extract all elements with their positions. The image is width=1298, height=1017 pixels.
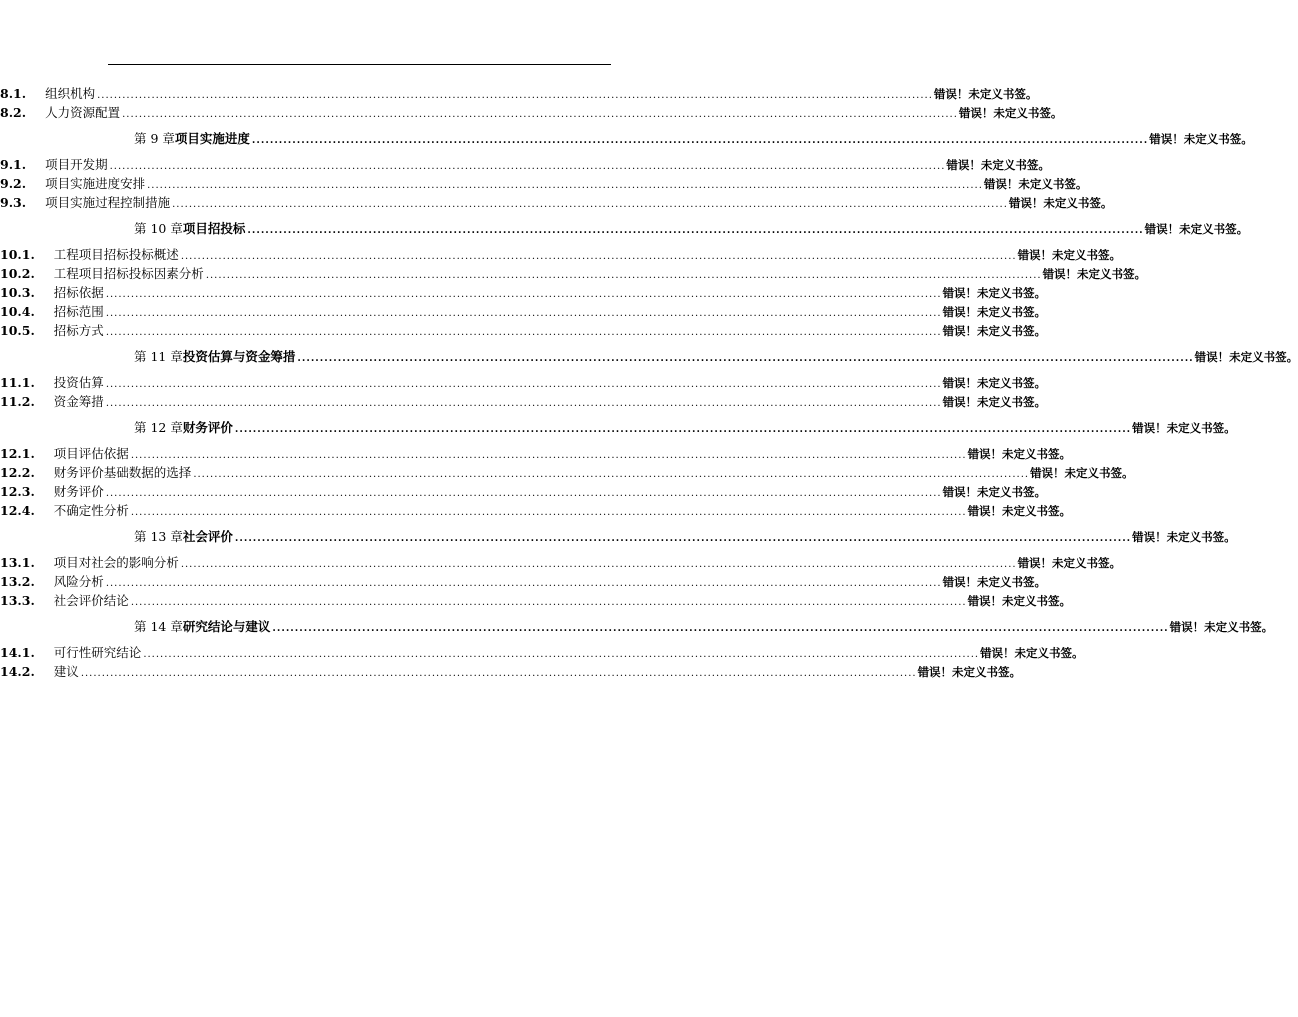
toc-entry-title: 招标方式 — [53, 323, 104, 338]
dot-leader: ........................................................................................................................................................................................................ — [143, 649, 980, 660]
toc-entry-number: 第 14 章 — [134, 619, 183, 634]
dot-leader: ........................................................................................................................................................................................................ — [234, 424, 1132, 435]
toc-entry-title: 风险分析 — [53, 574, 104, 589]
toc-section-entry[interactable] — [0, 501, 1072, 520]
toc-entry-number: 12.4. — [0, 503, 35, 518]
dot-leader: ........................................................................................................................................................................................................ — [172, 199, 1008, 210]
toc-entry-number: 11.1. — [0, 375, 35, 390]
dot-leader: ........................................................................................................................................................................................................ — [105, 398, 942, 409]
dot-leader: ........................................................................................................................................................................................................ — [105, 578, 942, 589]
toc-entry-number: 8.2. — [0, 105, 27, 120]
toc-page-reference: 错误！未定义书签。 — [958, 106, 1063, 120]
toc-page-reference: 错误！未定义书签。 — [967, 504, 1072, 518]
toc-page-reference: 错误！未定义书签。 — [1149, 132, 1253, 146]
toc-page-reference: 错误！未定义书签。 — [1194, 350, 1298, 364]
dot-leader: ........................................................................................................................................................................................................ — [247, 225, 1144, 236]
dot-leader: ........................................................................................................................................................................................................ — [105, 488, 942, 499]
toc-entry-number: 14.1. — [0, 645, 35, 660]
toc-section-entry[interactable] — [0, 662, 1022, 681]
toc-entry-title: 投资估算与资金筹措 — [182, 349, 296, 364]
toc-page-reference: 错误！未定义书签。 — [1132, 421, 1236, 435]
toc-page-reference: 错误！未定义书签。 — [1008, 196, 1113, 210]
toc-entry-number: 9.2. — [0, 176, 27, 191]
dot-leader: ........................................................................................................................................................................................................ — [105, 308, 942, 319]
toc-entry-title: 财务评价基础数据的选择 — [53, 465, 192, 480]
toc-page-reference: 错误！未定义书签。 — [1132, 530, 1236, 544]
toc-page-reference: 错误！未定义书签。 — [942, 575, 1047, 589]
dot-leader: ........................................................................................................................................................................................................ — [272, 623, 1169, 634]
toc-entry-title: 项目实施进度 — [174, 131, 250, 146]
toc-entry-number: 10.2. — [0, 266, 35, 281]
toc-entry-title: 资金筹措 — [53, 394, 104, 409]
toc-section-entry[interactable] — [0, 245, 1122, 264]
toc-entry-title: 建议 — [53, 664, 79, 679]
dot-leader: ........................................................................................................................................................................................................ — [80, 668, 917, 679]
dot-leader: ........................................................................................................................................................................................................ — [251, 135, 1149, 146]
toc-entry-title: 财务评价 — [182, 420, 233, 435]
toc-section-entry[interactable] — [0, 373, 1047, 392]
toc-page-reference: 错误！未定义书签。 — [1144, 222, 1249, 236]
dot-leader: ........................................................................................................................................................................................................ — [105, 327, 942, 338]
dot-leader: ........................................................................................................................................................................................................ — [193, 469, 1030, 480]
toc-page-reference: 错误！未定义书签。 — [967, 594, 1072, 608]
toc-page-reference: 错误！未定义书签。 — [942, 376, 1047, 390]
toc-section-entry[interactable] — [0, 591, 1072, 610]
toc-chapter-entry[interactable] — [0, 219, 1249, 238]
dot-leader: ........................................................................................................................................................................................................ — [122, 109, 958, 120]
toc-section-entry[interactable] — [0, 392, 1047, 411]
toc-entry-number: 12.3. — [0, 484, 35, 499]
dot-leader: ........................................................................................................................................................................................................ — [105, 289, 942, 300]
toc-entry-title: 人力资源配置 — [45, 105, 121, 120]
toc-page-reference: 错误！未定义书签。 — [967, 447, 1072, 461]
toc-entry-title: 项目开发期 — [45, 157, 108, 172]
toc-section-entry[interactable] — [0, 84, 1038, 103]
toc-entry-title: 财务评价 — [53, 484, 104, 499]
toc-page-reference: 错误！未定义书签。 — [1169, 620, 1274, 634]
dot-leader: ........................................................................................................................................................................................................ — [130, 450, 967, 461]
toc-page-reference: 错误！未定义书签。 — [942, 395, 1047, 409]
toc-section-entry[interactable] — [0, 103, 1063, 122]
toc-chapter-entry[interactable] — [0, 129, 1253, 148]
toc-entry-title: 不确定性分析 — [53, 503, 129, 518]
dot-leader: ........................................................................................................................................................................................................ — [130, 507, 967, 518]
toc-chapter-entry[interactable] — [0, 617, 1274, 636]
toc-entry-title: 组织机构 — [45, 86, 96, 101]
toc-section-entry[interactable] — [0, 444, 1072, 463]
toc-entry-title: 工程项目招标投标因素分析 — [53, 266, 204, 281]
toc-entry-number: 第 12 章 — [134, 420, 183, 435]
toc-entry-title: 项目评估依据 — [53, 446, 129, 461]
toc-page-reference: 错误！未定义书签。 — [933, 87, 1038, 101]
dot-leader: ........................................................................................................................................................................................................ — [147, 180, 983, 191]
toc-page-reference: 错误！未定义书签。 — [980, 646, 1084, 660]
toc-section-entry[interactable] — [0, 572, 1047, 591]
toc-section-entry[interactable] — [0, 193, 1113, 212]
toc-page-reference: 错误！未定义书签。 — [1017, 248, 1122, 262]
toc-chapter-entry[interactable] — [0, 527, 1236, 546]
dot-leader: ........................................................................................................................................................................................................ — [109, 161, 946, 172]
toc-entry-number: 9.1. — [0, 157, 27, 172]
toc-entry-title: 社会评价结论 — [53, 593, 129, 608]
toc-entry-title: 招标范围 — [53, 304, 104, 319]
toc-entry-number: 8.1. — [0, 86, 27, 101]
toc-page-reference: 错误！未定义书签。 — [1042, 267, 1147, 281]
toc-entry-number: 10.4. — [0, 304, 35, 319]
toc-entry-number: 9.3. — [0, 195, 27, 210]
toc-page-reference: 错误！未定义书签。 — [942, 305, 1047, 319]
toc-entry-title: 招标依据 — [53, 285, 104, 300]
dot-leader: ........................................................................................................................................................................................................ — [205, 270, 1042, 281]
toc-section-entry[interactable] — [0, 283, 1047, 302]
toc-section-entry[interactable] — [0, 643, 1084, 662]
toc-entry-number: 12.2. — [0, 465, 35, 480]
toc-entry-number: 13.3. — [0, 593, 35, 608]
toc-entry-number: 12.1. — [0, 446, 35, 461]
dot-leader: ........................................................................................................................................................................................................ — [297, 353, 1194, 364]
toc-chapter-entry[interactable] — [0, 418, 1236, 437]
toc-entry-number: 10.5. — [0, 323, 35, 338]
toc-entry-title: 投资估算 — [53, 375, 104, 390]
toc-entry-number: 10.1. — [0, 247, 35, 262]
toc-entry-number: 14.2. — [0, 664, 35, 679]
toc-page-reference: 错误！未定义书签。 — [1017, 556, 1122, 570]
dot-leader: ........................................................................................................................................................................................................ — [105, 379, 942, 390]
toc-entry-title: 社会评价 — [182, 529, 233, 544]
toc-entry-title: 项目对社会的影响分析 — [53, 555, 179, 570]
toc-page-reference: 错误！未定义书签。 — [917, 665, 1022, 679]
toc-entry-number: 11.2. — [0, 394, 35, 409]
toc-entry-number: 10.3. — [0, 285, 35, 300]
dot-leader: ........................................................................................................................................................................................................ — [180, 559, 1017, 570]
toc-section-entry[interactable] — [0, 155, 1050, 174]
toc-entry-number: 第 13 章 — [134, 529, 183, 544]
toc-section-entry[interactable] — [0, 463, 1134, 482]
toc-entry-number: 第 11 章 — [134, 349, 183, 364]
dot-leader: ........................................................................................................................................................................................................ — [234, 533, 1132, 544]
toc-page-reference: 错误！未定义书签。 — [942, 324, 1047, 338]
dot-leader: ........................................................................................................................................................................................................ — [97, 90, 933, 101]
toc-page-reference: 错误！未定义书签。 — [942, 286, 1047, 300]
toc-entry-title: 项目招投标 — [182, 221, 246, 236]
toc-entry-title: 可行性研究结论 — [53, 645, 142, 660]
toc-entry-number: 第 10 章 — [134, 221, 183, 236]
toc-section-entry[interactable] — [0, 553, 1122, 572]
header-rule — [108, 64, 611, 65]
dot-leader: ........................................................................................................................................................................................................ — [130, 597, 967, 608]
toc-entry-title: 项目实施过程控制措施 — [45, 195, 171, 210]
toc-entry-number: 第 9 章 — [134, 131, 175, 146]
toc-page-reference: 错误！未定义书签。 — [1030, 466, 1134, 480]
toc-entry-title: 研究结论与建议 — [182, 619, 271, 634]
toc-entry-number: 13.1. — [0, 555, 35, 570]
toc-entry-title: 工程项目招标投标概述 — [53, 247, 179, 262]
toc-entry-number: 13.2. — [0, 574, 35, 589]
dot-leader: ........................................................................................................................................................................................................ — [180, 251, 1017, 262]
toc-section-entry[interactable] — [0, 174, 1088, 193]
toc-page-reference: 错误！未定义书签。 — [942, 485, 1047, 499]
toc-page-reference: 错误！未定义书签。 — [946, 158, 1050, 172]
toc-entry-title: 项目实施进度安排 — [45, 176, 146, 191]
toc-section-entry[interactable] — [0, 321, 1047, 340]
toc-section-entry[interactable] — [0, 482, 1047, 501]
toc-section-entry[interactable] — [0, 302, 1047, 321]
toc-section-entry[interactable] — [0, 264, 1147, 283]
toc-chapter-entry[interactable] — [0, 347, 1298, 366]
toc-page-reference: 错误！未定义书签。 — [983, 177, 1088, 191]
